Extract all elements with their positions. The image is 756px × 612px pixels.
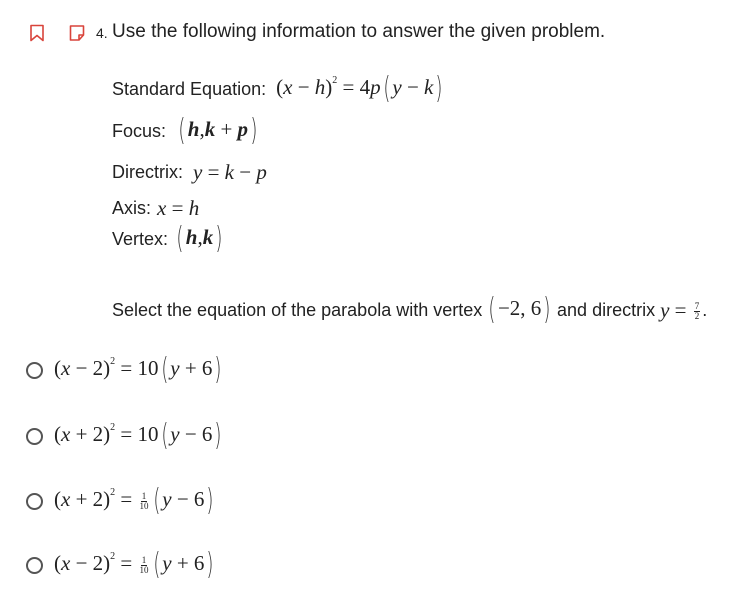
axis-math: x = h — [157, 196, 200, 220]
radio-button[interactable] — [26, 493, 43, 510]
vertex-label: Vertex: — [112, 228, 169, 249]
directrix-fraction — [694, 302, 701, 321]
directrix-row — [112, 160, 267, 185]
directrix-label: Directrix: — [112, 162, 183, 182]
answer-option-1[interactable] — [26, 352, 224, 387]
standard-equation-math: $(x - h)^2 = 4p$( y − k) — [276, 71, 443, 106]
fraction-denominator: 2 — [694, 311, 700, 322]
given-directrix: y = $\frac{7}{2}$ — [660, 297, 700, 322]
directrix-math: y = k − p — [193, 160, 267, 184]
axis-row — [112, 196, 199, 221]
standard-equation-label: Standard Equation: — [112, 78, 267, 99]
vertex-math: ( h,k) — [176, 221, 223, 256]
select-prompt-middle: and directrix — [557, 299, 656, 320]
answer-option-2[interactable] — [26, 418, 224, 453]
option-equation: $(x - 2)^2 = 10$( y + 6) — [54, 352, 222, 387]
select-prompt — [112, 292, 708, 327]
question-icons — [28, 24, 86, 42]
vertex-row — [112, 221, 225, 256]
note-icon[interactable] — [68, 24, 86, 42]
radio-button[interactable] — [26, 362, 43, 379]
option-equation: $(x + 2)^2$ = $\frac{1}{10}$ ( y − 6) — [54, 483, 214, 518]
standard-equation-row — [112, 71, 445, 106]
focus-math: ( h,k + p) — [178, 113, 258, 148]
given-vertex: ( −2, 6) — [488, 292, 551, 327]
given-vertex-values: −2, 6 — [497, 295, 542, 320]
fraction-numerator: 7 — [694, 301, 700, 312]
question-number: 4. — [96, 25, 108, 41]
question-prompt: Use the following information to answer the given problem. — [112, 21, 606, 42]
answer-option-4[interactable] — [26, 547, 216, 582]
axis-label: Axis: — [112, 198, 152, 218]
bookmark-icon[interactable] — [28, 24, 46, 42]
select-prompt-end: . — [702, 299, 708, 320]
option-equation: $(x - 2)^2$ = $\frac{1}{10}$ ( y + 6) — [54, 547, 214, 582]
option-equation: $(x + 2)^2 = 10$( y − 6) — [54, 418, 222, 453]
radio-button[interactable] — [26, 428, 43, 445]
focus-row — [112, 113, 260, 148]
focus-label: Focus: — [112, 120, 167, 141]
select-prompt-text: Select the equation of the parabola with vertex — [112, 299, 483, 320]
radio-button[interactable] — [26, 557, 43, 574]
answer-option-3[interactable] — [26, 483, 216, 518]
